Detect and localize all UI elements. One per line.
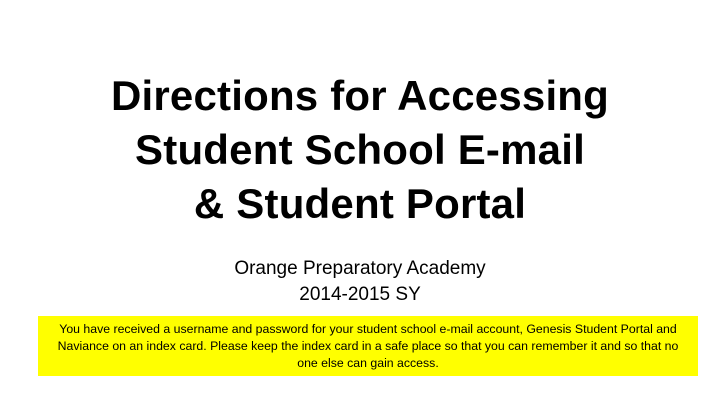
highlighted-notice: You have received a username and password for your student school e-mail account, Genesis Student Portal and Naviance on an index card. Please keep the index card in a safe place so that you can remember it and so that no one else can gain access. (38, 316, 698, 376)
title-line-1: Directions for Accessing (110, 72, 610, 119)
school-year: 2014-2015 SY (299, 284, 421, 305)
slide-title (40, 69, 680, 231)
slide-subtitle (120, 256, 600, 308)
title-line-2: Student School E-mail (135, 126, 585, 173)
school-name: Orange Preparatory Academy (234, 258, 486, 279)
title-line-3: & Student Portal (193, 180, 527, 227)
